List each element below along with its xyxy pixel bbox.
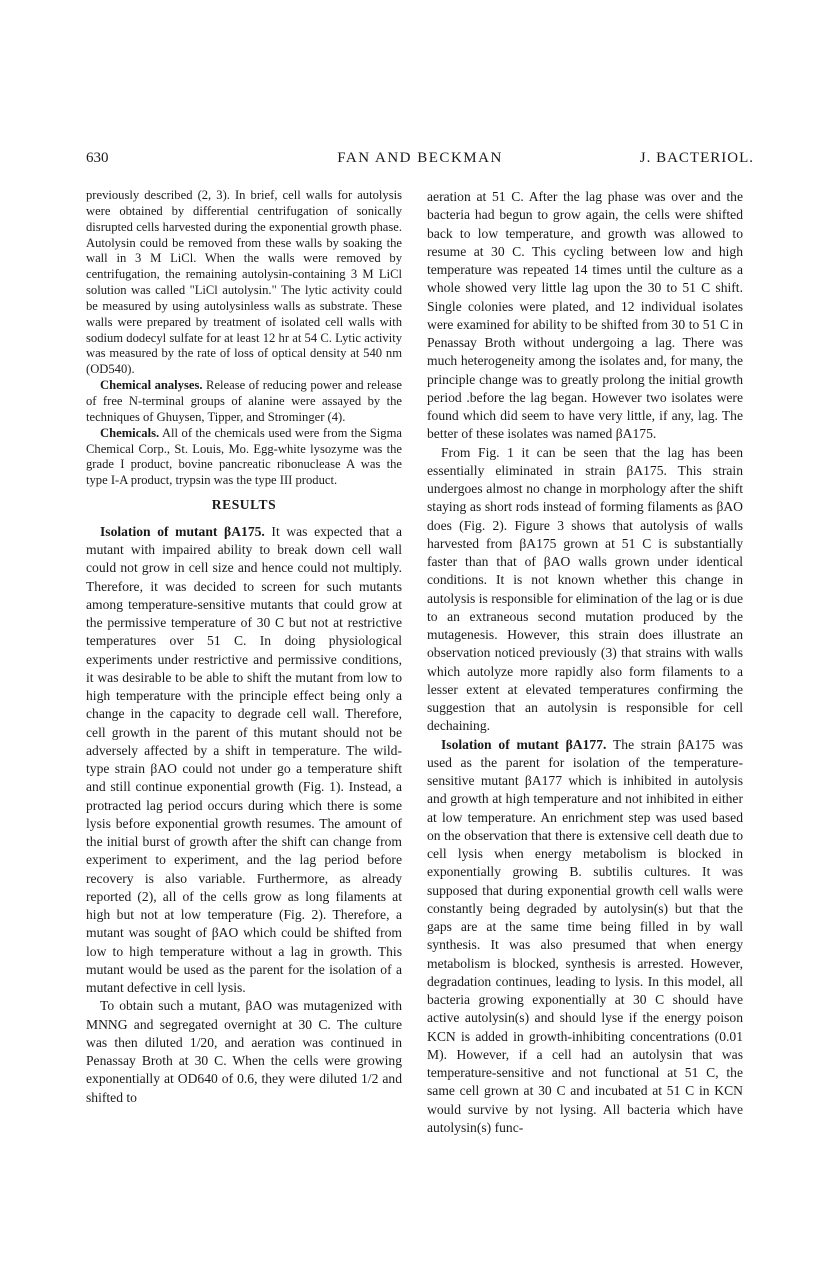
chemical-analyses-heading: Chemical analyses. — [100, 378, 203, 393]
chemicals-heading: Chemicals. — [100, 425, 160, 440]
mutagenesis-paragraph: To obtain such a mutant, βAO was mutagenized with MNNG and segregated overnight at 30 C. The culture was then diluted 1/20, and aeration was continued in Penassay Broth at 30 C. When the cells were growing exponentially at OD640 of 0.6, they were diluted 1/2 and shifted to — [86, 998, 402, 1105]
right-column — [427, 188, 743, 1137]
chemical-analyses-text: Release of reducing power and release of free N-terminal groups of alanine were assayed by the techniques of Ghuysen, Tipper, and Strominger (4). — [86, 378, 402, 424]
page-header — [86, 150, 754, 172]
chemicals-text: All of the chemicals used were from the Sigma Chemical Corp., St. Louis, Mo. Egg-white lysozyme was the grade I product, bovine pancreatic ribonuclease A was the type I-A product, trypsin was the type III product. — [86, 425, 402, 488]
isolation-175-heading: Isolation of mutant βA175. — [100, 523, 265, 539]
isolation-177-paragraph — [427, 736, 743, 1138]
running-authors: FAN AND BECKMAN — [337, 150, 503, 166]
isolation-175-text: It was expected that a mutant with impaired ability to break down cell wall could not grow in cell size and hence could not multiply. Therefore, it was decided to screen for such mutants among temperature-sensitive mutants that could grow at the permissive temperature of 30 C but not at restrictive temperatures over 51 C. In doing physiological experiments under restrictive and permissive conditions, it was desirable to be able to shift the mutant from low to high temperature with the principle effect being only a change in the capacity to degrade cell wall. Therefore, cell growth in the parent of this mutant should not be adversely affected by a shift in temperature. The wild-type strain βAO could not under go a temperature shift and still continue exponential growth (Fig. 1). Instead, a protracted lag period occurs during which there is some lysis before exponential growth resumes. The amount of the initial burst of growth after the shift can change from experiment to experiment, and the lag period before recovery is also variable. Furthermore, as already reported (2), all of the cells grow as long filaments at high but not at low temperature (Fig. 2). Therefore, a mutant was sought of βAO which could be shifted from low to high temperature without a lag in growth. This mutant would be used as the parent for the isolation of a mutant defective in cell lysis. — [86, 523, 402, 996]
page-number: 630 — [86, 150, 109, 166]
chemicals-paragraph — [86, 426, 402, 489]
fig1-paragraph: From Fig. 1 it can be seen that the lag has been essentially eliminated in strain βA175. This strain undergoes almost no change in morphology after the shift staying as short rods instead of forming filaments as βAO does (Fig. 2). Figure 3 shows that autolysis of walls harvested from βA175 grown at 51 C is substantially faster than that of βAO walls grown under identical conditions. It is not known whether this change in autolysis is responsible for elimination of the lag or is due to an extraneous second mutation produced by the mutagenesis. However, this strain does illustrate an observation noticed previously (3) that strains with walls which autolyze more rapidly also form filaments to a lesser extent at elevated temperatures confirming the suggestion that an autolysin is responsible for cell dechaining. — [427, 444, 743, 734]
isolation-177-heading: Isolation of mutant βA177. — [441, 736, 607, 752]
cycling-paragraph: aeration at 51 C. After the lag phase was over and the bacteria had begun to grow again, the cells were shifted back to low temperature, and growth was allowed to resume at 30 C. This cycling between low and high temperature was repeated 14 times until the culture as a whole showed very little lag upon the 30 to 51 C shift. Single colonies were plated, and 12 individual isolates were examined for ability to be shifted from 30 to 51 C in Penassay Broth without undergoing a lag. There was much heterogeneity among the isolates and, for many, the principle change was to greatly prolong the initial growth period .before the lag began. However two isolates were found which did seem to have very little, if any, lag. The better of these isolates was named βA175. — [427, 189, 743, 442]
journal-name: J. BACTERIOL. — [639, 150, 754, 166]
methods-paragraph: previously described (2, 3). In brief, cell walls for autolysis were obtained by differential centrifugation of sonically disrupted cells harvested during the exponential growth phase. Autolysin could be removed from these walls by soaking the wall in 3 M LiCl. When the walls were removed by centrifugation, the remaining autolysin-containing 3 M LiCl solution was called "LiCl autolysin." The lytic activity could be measured by using autolysinless walls as substrate. These walls were prepared by treatment of isolated cell walls with sodium dodecyl sulfate for at least 12 hr at 54 C. Lytic activity was measured by the rate of loss of optical density at 540 nm (OD540). — [86, 188, 402, 377]
chemical-analyses-paragraph — [86, 378, 402, 426]
results-heading: RESULTS — [211, 497, 277, 513]
left-column — [86, 188, 402, 1107]
isolation-175-paragraph — [86, 523, 402, 998]
isolation-177-text: The strain βA175 was used as the parent for isolation of the temperature-sensitive mutant βA177 which is inhibited in autolysis and growth at high temperature and not inhibited in either at low temperature. An enrichment step was used based on the observation that there is extensive cell death due to cell lysis when energy metabolism is blocked in exponentially growing B. subtilis cultures. It was supposed that during exponential growth cell walls were constantly being degraded by autolysin(s) but that the gaps are at the same time being filled in by wall synthesis. It was also presumed that when energy metabolism is blocked, synthesis is arrested. However, degradation continues, leading to lysis. In this model, all bacteria growing exponentially at 30 C should have active autolysin(s) and should lyse if the energy poison KCN is added in growth-inhibiting concentrations (0.01 M). However, if a cell had an autolysin that was temperature-sensitive and not functional at 51 C, the same cell grown at 30 C and incubated at 51 C in KCN would survive by not lysing. All bacteria which have autolysin(s) func- — [427, 736, 743, 1135]
